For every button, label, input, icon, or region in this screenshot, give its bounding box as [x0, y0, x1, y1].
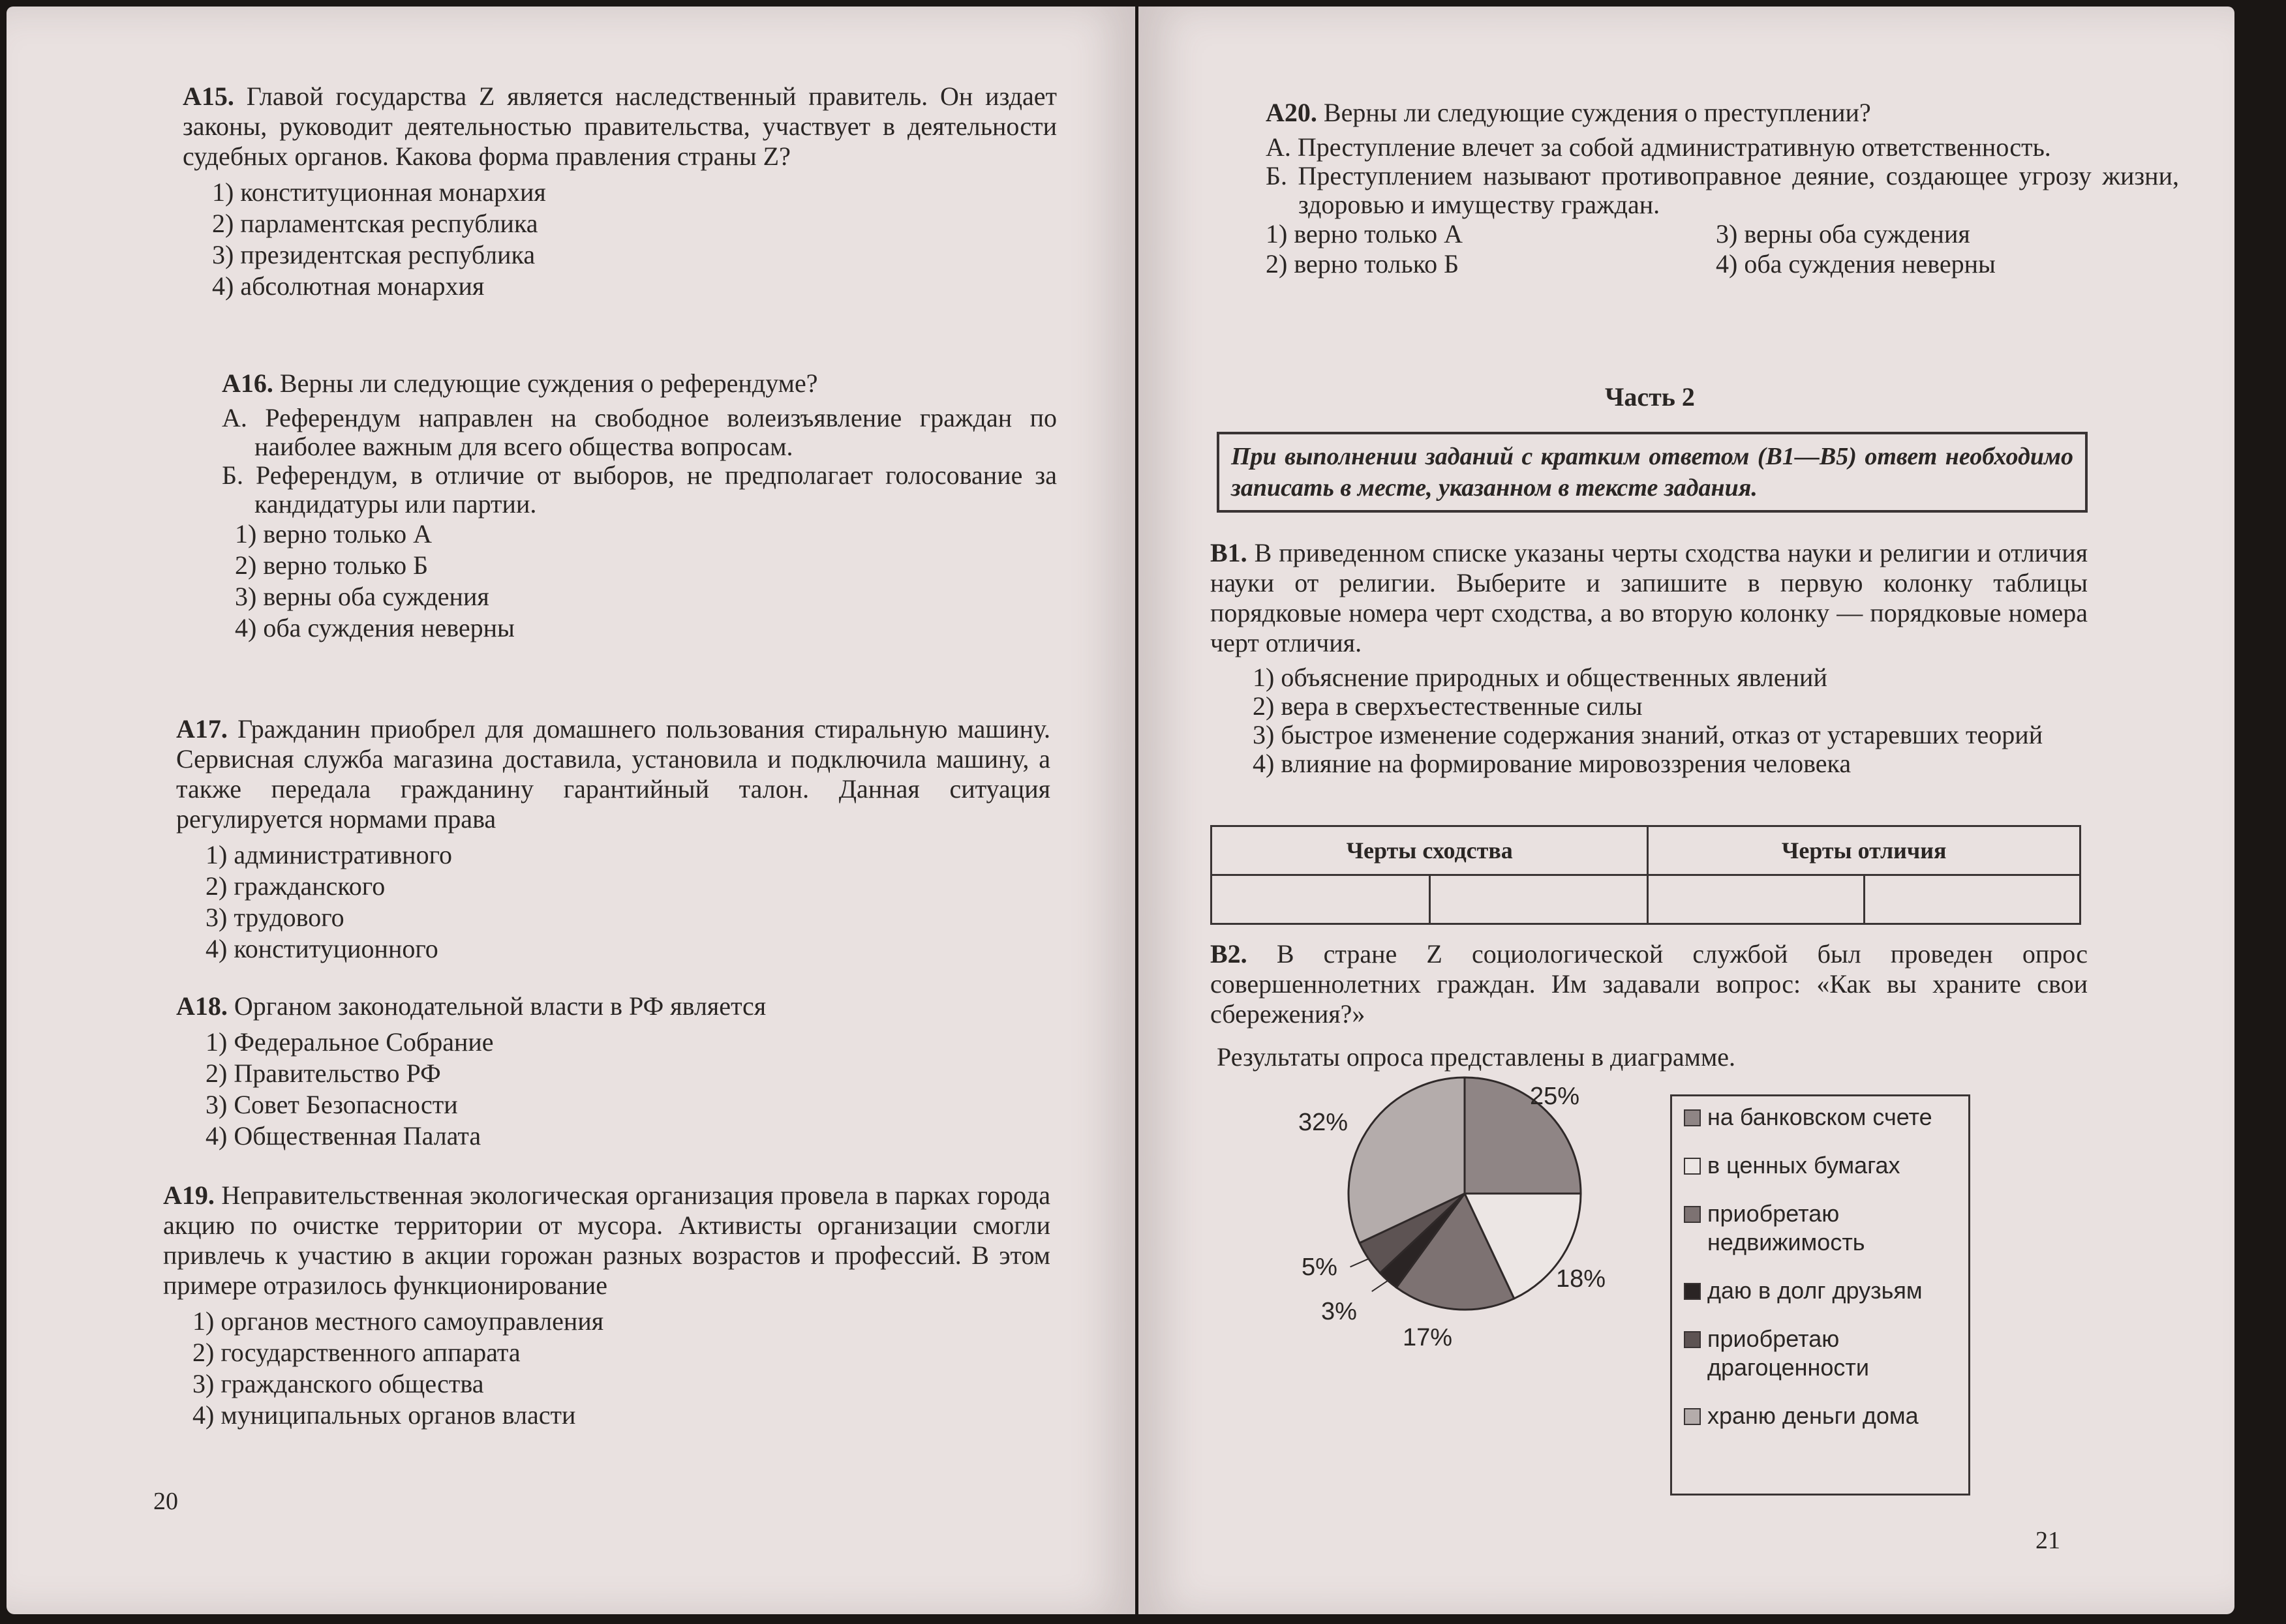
question-id: A15.: [183, 82, 234, 111]
pie-label-25: 25%: [1530, 1083, 1580, 1110]
statement: А. Преступление влечет за собой административную ответственность.: [1266, 132, 2051, 162]
statement: Б. Преступлением называют противоправное деяние, создающее угрозу жизни, здоровью и имуществу граждан.: [1266, 161, 2179, 219]
left-page: [7, 7, 1135, 1614]
list-item: 2) вера в сверхъестественные силы: [1253, 691, 1643, 721]
answer-cell[interactable]: [1429, 875, 1648, 924]
list-item: 1) объяснение природных и общественных явлений: [1253, 663, 1827, 692]
answer-option[interactable]: 3) верны оба суждения: [1716, 219, 1970, 248]
answer-option[interactable]: 3) Совет Безопасности: [206, 1090, 458, 1119]
question-id: В1.: [1210, 538, 1247, 567]
table-header: Черты отличия: [1648, 826, 2080, 875]
answer-options: [163, 1306, 1050, 1431]
answer-options: [176, 839, 1050, 965]
question-text: A19. Неправительственная экологическая организация провела в парках города акцию по очистке территории от мусора. Активисты организации смогли привлечь к участию в акции горожан разных возрастов и профессий. В этом примере отразилось функционирование: [163, 1180, 1051, 1300]
question-text: В2. В стране Z социологической службой был проведен опрос совершеннолетних граждан. Им задавали вопрос: «Как вы храните свои сбережения?»: [1210, 939, 2088, 1029]
answer-option[interactable]: 2) парламентская республика: [212, 209, 538, 238]
pie-label-3: 3%: [1321, 1298, 1357, 1325]
answer-option[interactable]: 1) административного: [206, 840, 452, 869]
answer-options: [206, 519, 1057, 644]
right-page: [1138, 7, 2234, 1614]
question-a19: [163, 1180, 1050, 1431]
question-text: A20. Верны ли следующие суждения о преступлении?: [1266, 98, 1871, 127]
instruction-box: При выполнении заданий с кратким ответом (В1—В5) ответ необходимо записать в месте, указанном в тексте задания.: [1217, 432, 2088, 513]
list-item: 4) влияние на формирование мировоззрения человека: [1253, 749, 1852, 778]
legend-item: [1684, 1103, 1962, 1132]
answer-option[interactable]: 2) государственного аппарата: [192, 1338, 521, 1367]
b1-list: [1236, 663, 2088, 778]
question-id: A19.: [163, 1180, 215, 1210]
answer-option[interactable]: 4) муниципальных органов власти: [192, 1400, 576, 1430]
pie-label-18: 18%: [1556, 1265, 1606, 1293]
statement: Б. Референдум, в отличие от выборов, не предполагает голосование за кандидатуры или партии.: [222, 460, 1057, 519]
page-number: 21: [2035, 1527, 2060, 1554]
legend-swatch: [1684, 1283, 1701, 1300]
question-text: В1. В приведенном списке указаны черты сходства науки и религии и отличия науки от религии. Выберите и запишите в первую колонку таблицы порядковые номера черт сходства, а во вторую колонку — порядковые номера черт отличия.: [1210, 538, 2088, 657]
question-text: A17. Гражданин приобрел для домашнего пользования стиральную машину. Сервисная служба магазина доставила, установила и подключила машину, а также передала гражданину гарантийный талон. Данная ситуация регулируется нормами права: [176, 714, 1051, 834]
answer-option[interactable]: 1) верно только А: [235, 519, 433, 549]
question-a15: [183, 82, 1057, 302]
question-id: В2.: [1210, 939, 1247, 969]
table-row: [1212, 875, 2080, 924]
question-b1: [1210, 538, 2088, 778]
question-a18: [176, 991, 1050, 1152]
legend-item: [1684, 1199, 1962, 1257]
legend-swatch: [1684, 1408, 1701, 1425]
legend-swatch: [1684, 1331, 1701, 1348]
question-a20: [1266, 98, 2179, 279]
answer-option[interactable]: 1) органов местного самоуправления: [192, 1306, 604, 1336]
answer-cell[interactable]: [1864, 875, 2080, 924]
question-text: A16. Верны ли следующие суждения о референдуме?: [222, 368, 818, 398]
question-id: A16.: [222, 368, 273, 398]
answer-option[interactable]: 1) конституционная монархия: [212, 177, 546, 207]
question-a16: [222, 368, 1057, 644]
answer-option[interactable]: 2) верно только Б: [235, 550, 429, 580]
answer-cell[interactable]: [1212, 875, 1430, 924]
question-b2: [1210, 939, 2088, 1072]
legend-swatch: [1684, 1206, 1701, 1223]
pie-leader-line: [1350, 1259, 1369, 1267]
answer-option[interactable]: 3) верны оба суждения: [235, 582, 489, 611]
answer-options: [1266, 219, 2179, 279]
question-text: A15. Главой государства Z является наследственный правитель. Он издает законы, руководит деятельностью правительства, участвует в деятельности судебных органов. Какова форма правления страны Z?: [183, 82, 1057, 171]
answer-option[interactable]: 2) верно только Б: [1266, 249, 1459, 278]
pie-label-5: 5%: [1302, 1254, 1337, 1281]
statement: А. Референдум направлен на свободное волеизъявление граждан по наиболее важным для всего общества вопросам.: [222, 403, 1057, 461]
answer-option[interactable]: 4) Общественная Палата: [206, 1121, 481, 1150]
pie-leader-line: [1372, 1281, 1388, 1292]
legend-swatch: [1684, 1109, 1701, 1126]
answer-table: [1210, 825, 2081, 925]
legend-label: в ценных бумагах: [1707, 1152, 1900, 1179]
legend-label: даю в долг друзьям: [1707, 1277, 1923, 1304]
answer-cell[interactable]: [1648, 875, 1864, 924]
legend-item: [1684, 1276, 1962, 1305]
list-item: 3) быстрое изменение содержания знаний, отказ от устаревших теорий: [1253, 720, 2043, 749]
answer-option[interactable]: 3) трудового: [206, 903, 344, 932]
answer-option[interactable]: 4) абсолютная монархия: [212, 271, 485, 301]
statements: [206, 404, 1057, 519]
pie-label-32: 32%: [1298, 1109, 1349, 1136]
question-text: A18. Органом законодательной власти в РФ является: [176, 991, 767, 1021]
legend-label: приобретаю драгоценности: [1707, 1325, 1870, 1381]
answer-option[interactable]: 1) Федеральное Собрание: [206, 1027, 494, 1057]
legend-item: [1684, 1151, 1962, 1180]
legend-swatch: [1684, 1158, 1701, 1175]
answer-option[interactable]: 4) оба суждения неверны: [1716, 249, 1996, 278]
answer-options: [183, 177, 1057, 302]
chart-legend: [1670, 1094, 1970, 1496]
part-title: Часть 2: [1605, 382, 1695, 412]
legend-item: [1684, 1325, 1962, 1382]
pie-label-17: 17%: [1403, 1324, 1453, 1351]
answer-option[interactable]: 4) оба суждения неверны: [235, 613, 515, 642]
question-id: A17.: [176, 714, 228, 744]
legend-label: храню деньги дома: [1707, 1402, 1919, 1429]
answer-option[interactable]: 4) конституционного: [206, 934, 438, 963]
question-a17: [176, 714, 1050, 965]
question-id: A18.: [176, 991, 228, 1021]
legend-label: на банковском счете: [1707, 1104, 1932, 1130]
results-text: Результаты опроса представлены в диаграмме.: [1217, 1042, 1736, 1072]
table-header: Черты сходства: [1212, 826, 1648, 875]
question-id: A20.: [1266, 98, 1317, 127]
answer-option[interactable]: 3) президентская республика: [212, 240, 536, 269]
legend-label: приобретаю недвижимость: [1707, 1200, 1865, 1256]
answer-option[interactable]: 3) гражданского общества: [192, 1369, 484, 1398]
table-header-row: [1212, 826, 2080, 875]
answer-option[interactable]: 2) гражданского: [206, 871, 386, 901]
legend-item: [1684, 1402, 1962, 1430]
page-number: 20: [153, 1488, 178, 1515]
answer-option[interactable]: 2) Правительство РФ: [206, 1059, 441, 1088]
answer-options: [176, 1027, 1050, 1152]
answer-option[interactable]: 1) верно только А: [1266, 219, 1463, 248]
statements: [1249, 133, 2179, 219]
pie-chart: [1315, 1063, 1641, 1376]
